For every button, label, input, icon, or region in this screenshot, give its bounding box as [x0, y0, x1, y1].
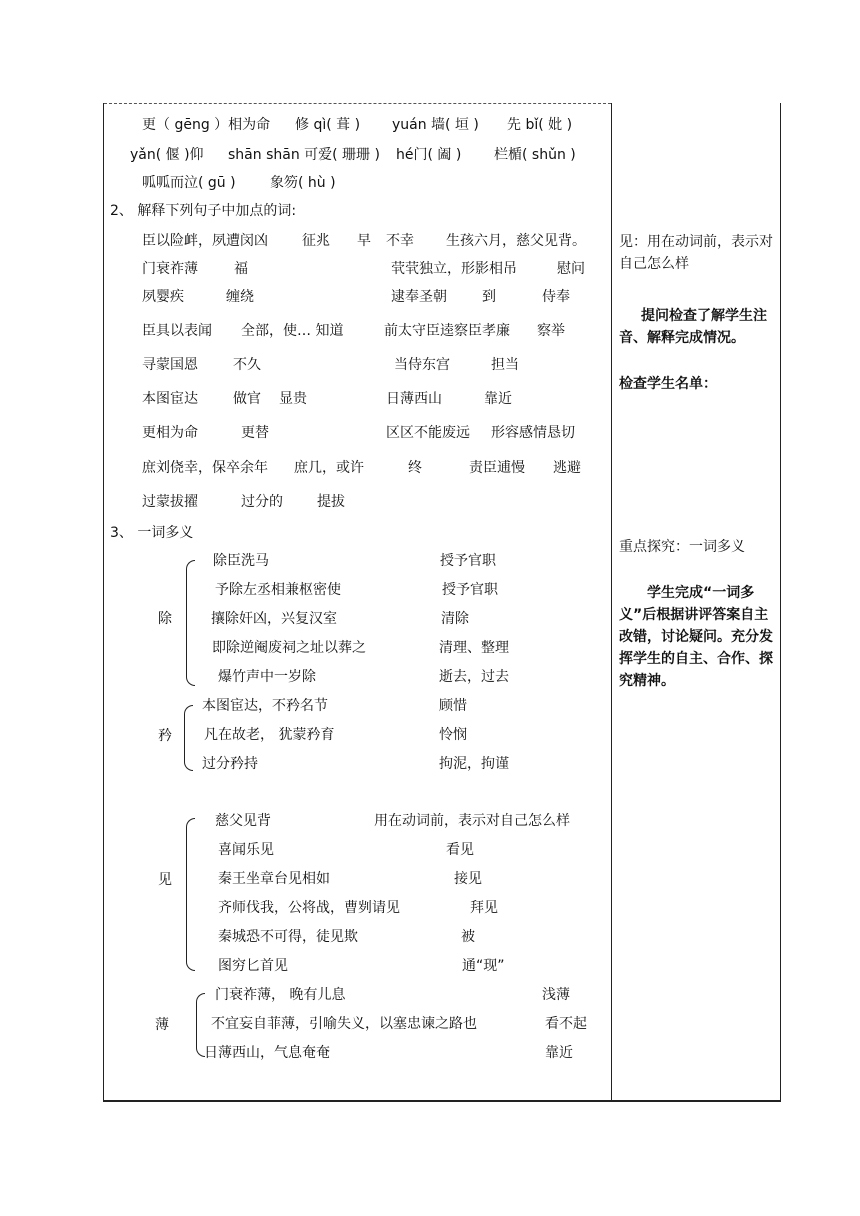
- section-3-title: 3、 一词多义: [110, 525, 194, 541]
- pinyin-item: 象笏( hù ): [270, 175, 336, 191]
- sentence: 前太守臣逵察臣孝廉: [384, 323, 510, 339]
- example-meaning: 清除: [441, 611, 469, 627]
- note-jian: 见：用在动词前，表示对自己怎么样: [619, 234, 773, 272]
- sentence: 本图宦达: [142, 391, 198, 407]
- note-activity: 学生完成“一词多义”后根据讲评答案自主改错，讨论疑问。充分发挥学生的自主、合作、探究精神。: [619, 585, 773, 689]
- explanation: 庶几，或许: [294, 460, 364, 476]
- explanation: 到: [482, 289, 496, 305]
- example-sentence: 门衰祚薄， 晚有儿息: [215, 987, 346, 1003]
- explanation: 不久: [233, 357, 261, 373]
- example-meaning: 浅薄: [542, 987, 570, 1003]
- pinyin-item: 呱呱而泣( gū ): [142, 175, 236, 191]
- polysemy-word: 矜: [158, 728, 172, 744]
- brace-icon: [186, 818, 195, 971]
- explanation: 逃避: [553, 460, 581, 476]
- example-meaning: 拘泥，拘谨: [439, 756, 509, 772]
- pinyin-item: yǎn( 偃 )仰: [130, 147, 204, 163]
- sentence: 当侍东宫: [394, 357, 450, 373]
- example-meaning: 靠近: [545, 1045, 573, 1061]
- example-sentence: 爆竹声中一岁除: [218, 669, 316, 685]
- note-focus: 重点探究：一词多义: [619, 539, 745, 555]
- table-column-divider: [611, 103, 612, 1101]
- example-sentence: 日薄西山，气息奄奄: [204, 1045, 330, 1061]
- sentence: 庶刘侥幸，保卒余年: [142, 460, 268, 476]
- explanation: 担当: [491, 357, 519, 373]
- explanation: 提拔: [317, 494, 345, 510]
- section-2-title: 2、 解释下列句子中加点的词:: [110, 203, 297, 219]
- example-sentence: 齐师伐我，公将战，曹刿请见: [218, 900, 400, 916]
- sentence: 寻蒙国恩: [142, 357, 198, 373]
- example-sentence: 即除逆阉废祠之址以葬之: [212, 640, 366, 656]
- explanation: 形容感情恳切: [491, 425, 575, 441]
- example-sentence: 图穷匕首见: [218, 958, 288, 974]
- example-meaning: 看见: [446, 842, 474, 858]
- example-meaning: 怜悯: [439, 727, 467, 743]
- pinyin-item: shān shān 可爱( 珊珊 ): [228, 147, 380, 163]
- explanation: 更替: [241, 425, 269, 441]
- sentence: 夙婴疾: [142, 289, 184, 305]
- example-meaning: 用在动词前，表示对自己怎么样: [374, 813, 570, 829]
- example-sentence: 慈父见背: [215, 813, 271, 829]
- sentence: 逮奉圣朝: [391, 289, 447, 305]
- pinyin-item: 修 qì( 葺 ): [295, 117, 361, 133]
- example-meaning: 被: [461, 929, 475, 945]
- example-meaning: 看不起: [545, 1016, 587, 1032]
- table-left-border: [103, 103, 104, 1101]
- sentence: 更相为命: [142, 425, 198, 441]
- example-sentence: 不宜妄自菲薄，引喻失义，以塞忠谏之路也: [211, 1016, 477, 1032]
- pinyin-item: 栏楯( shǔn ): [494, 147, 576, 163]
- example-sentence: 喜闻乐见: [218, 842, 274, 858]
- note-check: 提问检查了解学生注音、解释完成情况。: [619, 308, 767, 346]
- explanation: 全部，使… 知道: [241, 323, 344, 339]
- sentence: 臣具以表闻: [142, 323, 212, 339]
- explanation: 靠近: [484, 391, 512, 407]
- pinyin-item: 先 bǐ( 妣 ): [507, 117, 573, 133]
- polysemy-word: 见: [158, 872, 172, 888]
- explanation: 过分的: [241, 494, 283, 510]
- explanation: 侍奉: [542, 289, 570, 305]
- example-sentence: 攘除奸凶，兴复汉室: [211, 611, 337, 627]
- sentence: 生孩六月，慈父见背。: [446, 233, 586, 249]
- example-meaning: 通“现”: [462, 958, 505, 974]
- example-meaning: 逝去，过去: [439, 669, 509, 685]
- example-sentence: 本图宦达，不矜名节: [202, 698, 328, 714]
- sentence: 过蒙拔擢: [142, 494, 198, 510]
- explanation: 显贵: [279, 391, 307, 407]
- explanation: 早: [357, 233, 371, 249]
- example-meaning: 授予官职: [440, 553, 496, 569]
- brace-icon: [184, 705, 193, 771]
- example-sentence: 秦城恐不可得，徒见欺: [218, 929, 358, 945]
- polysemy-word: 薄: [155, 1017, 169, 1033]
- example-meaning: 清理、整理: [439, 640, 509, 656]
- explanation: 终: [408, 460, 422, 476]
- sentence: 茕茕独立，形影相吊: [391, 261, 517, 277]
- sentence: 区区不能废远: [386, 425, 470, 441]
- explanation: 察举: [537, 323, 565, 339]
- table-bottom-border: [103, 1100, 781, 1102]
- pinyin-item: hé门( 阖 ): [396, 147, 462, 163]
- example-sentence: 予除左丞相兼枢密使: [215, 582, 341, 598]
- example-meaning: 拜见: [470, 900, 498, 916]
- explanation: 做官: [233, 391, 261, 407]
- explanation: 缠绕: [226, 289, 254, 305]
- pinyin-item: 更（ gēng ）相为命: [142, 117, 271, 133]
- explanation: 福: [234, 261, 248, 277]
- example-sentence: 过分矜持: [202, 756, 258, 772]
- table-right-border: [780, 103, 781, 1101]
- pinyin-item: yuán 墙( 垣 ): [392, 117, 479, 133]
- explanation: 慰问: [557, 261, 585, 277]
- example-meaning: 顾惜: [439, 698, 467, 714]
- example-meaning: 授予官职: [442, 582, 498, 598]
- explanation: 征兆: [302, 233, 330, 249]
- sentence: 责臣逋慢: [469, 460, 525, 476]
- table-top-border: [104, 103, 611, 104]
- polysemy-word: 除: [158, 611, 172, 627]
- example-sentence: 秦王坐章台见相如: [218, 871, 330, 887]
- explanation: 不幸: [386, 233, 414, 249]
- example-meaning: 接见: [454, 871, 482, 887]
- sentence: 臣以险衅，夙遭闵凶: [142, 233, 268, 249]
- note-roster: 检查学生名单：: [619, 376, 717, 392]
- example-sentence: 凡在故老， 犹蒙矜育: [204, 727, 335, 743]
- sentence: 日薄西山: [386, 391, 442, 407]
- sentence: 门衰祚薄: [142, 261, 198, 277]
- brace-icon: [186, 560, 195, 686]
- example-sentence: 除臣洗马: [213, 553, 269, 569]
